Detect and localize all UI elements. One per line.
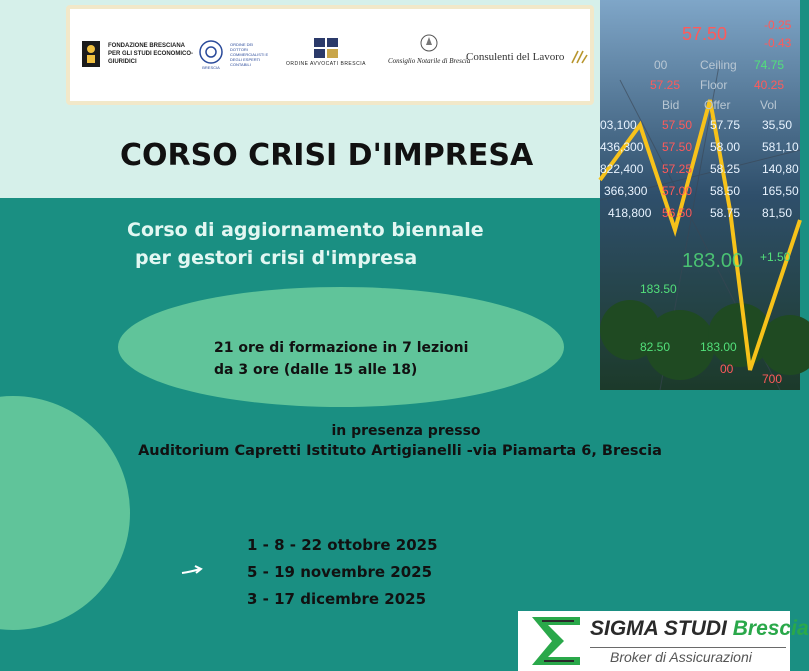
market-r5-c2: 56.50 (662, 206, 693, 220)
venue-info (0, 423, 800, 459)
market-r2-c4: 581,10 (762, 140, 799, 154)
market-r5-c1: 418,800 (608, 206, 652, 220)
market-r5-c4: 81,50 (762, 206, 793, 220)
venue-line-1: in presenza presso (331, 423, 481, 439)
market-r2-c3: 58.00 (710, 140, 741, 154)
logo-odcec-text: ORDINE DEI DOTTORI COMMERCIALISTI E DEGLI ESPERTI CONTABILI (230, 42, 269, 67)
market-change-1: -0.25 (764, 18, 792, 32)
sigma-name (590, 617, 809, 641)
market-top-price: 57.50 (682, 24, 728, 44)
logo-avvocati-text: ORDINE AVVOCATI BRESCIA (286, 61, 366, 67)
logo-odcec (198, 39, 270, 70)
logo-avvocati (286, 37, 366, 67)
subtitle-line-2: per gestori crisi d'impresa (135, 247, 418, 269)
market-row-b-3: 40.25 (754, 78, 785, 92)
market-r4-c4: 165,50 (762, 184, 799, 198)
oab-blocks-icon (313, 37, 339, 59)
market-small-2: 183.50 (640, 282, 677, 296)
date-october: 1 - 8 - 22 ottobre 2025 (247, 536, 438, 554)
market-row-b-1: 57.25 (650, 78, 681, 92)
market-header-offer: Offer (704, 98, 731, 112)
market-r3-c1: 822,400 (600, 162, 644, 176)
sigma-name-part1: SIGMA STUDI (590, 617, 733, 640)
market-big-price: 183.00 (682, 250, 744, 272)
consulenti-mark-icon (570, 49, 588, 65)
market-r4-c2: 57.00 (662, 184, 693, 198)
venue-line-2: Auditorium Capretti Istituto Artigianelli -via Piamarta 6, Brescia (138, 443, 662, 459)
market-r2-c1: 436,300 (600, 140, 644, 154)
market-r2-c2: 57.50 (662, 140, 693, 154)
market-low-3: 00 (720, 362, 734, 376)
logo-bar (66, 5, 594, 105)
market-r1-c3: 57.75 (710, 118, 741, 132)
market-r5-c3: 58.75 (710, 206, 741, 220)
sigma-divider (590, 647, 786, 648)
sigma-name-part2: Brescia (732, 617, 809, 640)
logo-odcec-city: BRESCIA (202, 65, 220, 70)
market-header-bid: Bid (662, 98, 680, 112)
hours-line-2: da 3 ore (dalle 15 alle 18) (214, 362, 418, 378)
subtitle-line-1: Corso di aggiornamento biennale (127, 219, 484, 241)
logo-consulenti (466, 49, 588, 65)
market-r1-c4: 35,50 (762, 118, 793, 132)
fondazione-emblem-icon (80, 39, 102, 69)
market-photo (600, 0, 800, 390)
market-r1-c2: 57.50 (662, 118, 693, 132)
market-r3-c4: 140,80 (762, 162, 799, 176)
market-r3-c2: 57.25 (662, 162, 693, 176)
market-low-4: 700 (762, 372, 783, 386)
market-row-a-3: 74.75 (754, 58, 785, 72)
logo-fondazione (80, 39, 198, 69)
market-r4-c3: 58.50 (710, 184, 741, 198)
market-change-2: -0.43 (764, 36, 792, 50)
market-r1-c1: 03,100 (600, 118, 637, 132)
market-r3-c3: 58.25 (710, 162, 741, 176)
market-header-vol: Vol (760, 98, 777, 112)
market-small-1: +1.50 (760, 250, 791, 264)
page-title: CORSO CRISI D'IMPRESA (120, 138, 534, 173)
market-row-a-1: 00 (654, 58, 668, 72)
market-r4-c1: 366,300 (604, 184, 648, 198)
sigma-symbol-icon (524, 613, 586, 669)
odcec-star-icon (198, 39, 224, 65)
logo-notarile-text: Consiglio Notarile di Brescia (388, 57, 471, 65)
course-dates (247, 532, 438, 613)
date-november: 5 - 19 novembre 2025 (247, 563, 433, 581)
hours-line-1: 21 ore di formazione in 7 lezioni (214, 340, 469, 356)
market-low-2: 183.00 (700, 340, 737, 354)
hours-text (214, 337, 468, 381)
sigma-tagline: Broker di Assicurazioni (610, 649, 752, 665)
arrow-right-icon (180, 563, 206, 577)
logo-notarile (388, 33, 470, 65)
course-subtitle (127, 216, 484, 272)
sigma-logo (518, 611, 809, 671)
logo-consulenti-text: Consulenti del Lavoro (466, 51, 565, 63)
notarile-emblem-icon (419, 33, 439, 55)
market-row-b-2: Floor (700, 78, 728, 92)
market-row-a-2: Ceiling (700, 58, 737, 72)
market-low-1: 82.50 (640, 340, 671, 354)
date-december: 3 - 17 dicembre 2025 (247, 590, 427, 608)
logo-fondazione-text: FONDAZIONE BRESCIANA PER GLI STUDI ECONOMICO-GIURIDICI (108, 43, 194, 65)
